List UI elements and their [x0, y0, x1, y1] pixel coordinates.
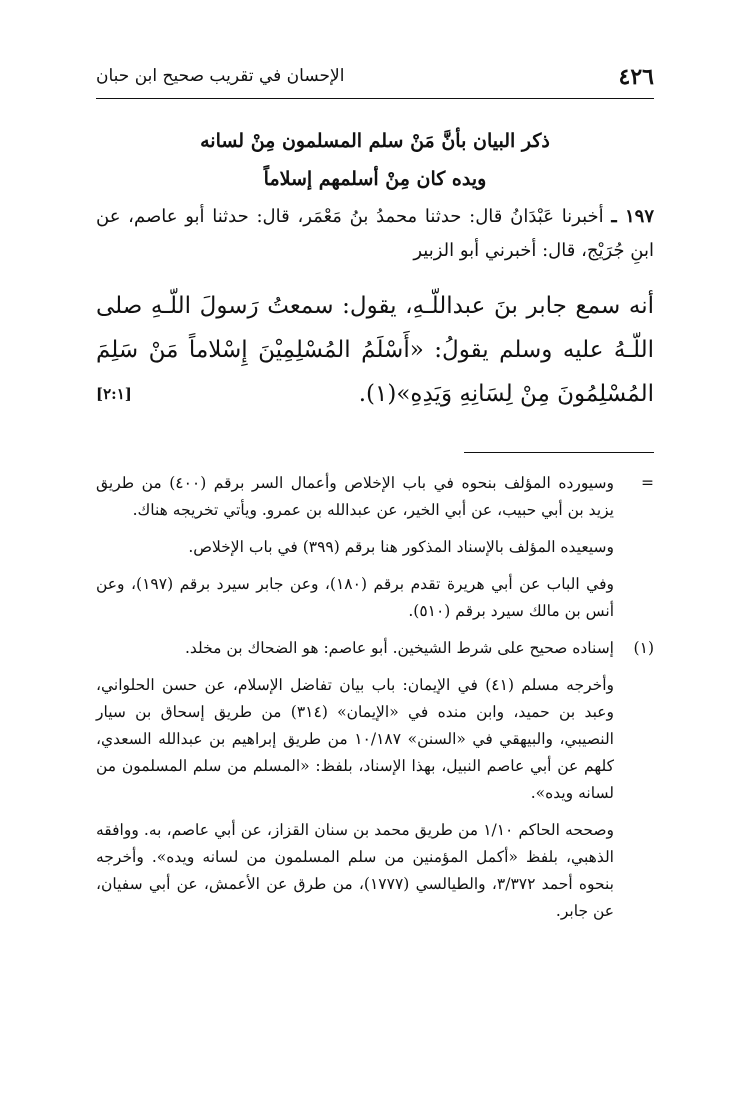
continuation-mark: =: [641, 474, 654, 492]
footnote-number: (١): [633, 639, 654, 657]
footnote-rule: [464, 452, 654, 453]
hadith-isnad: [96, 200, 654, 268]
footnote-paragraph: وصححه الحاكم ١/١٠ من طريق محمد بن سنان القزاز، عن أبي عاصم، به. ووافقه الذهبي، بلفظ «أكمل المؤمنين من سلم المسلمون من لسانه ويده». وأخرجه بنحوه أحمد ٣/٣٧٢، والطيالسي (١٧٧٧)، من طرق عن الأعمش، عن أبي سفيان، عن جابر.: [96, 821, 614, 920]
matn-text: أنه سمع جابر بنَ عبداللّـهِ، يقول: سمعتُ رَسولَ اللّـهِ صلى اللّـهُ عليه وسلم يقولُ: «أَسْلَمُ المُسْلِمِيْنَ إِسْلاماً مَنْ سَلِمَ المُسْلِمُونَ مِنْ لِسَانِهِ وَيَدِهِ»(١).: [96, 293, 654, 407]
footnote-paragraph: وأخرجه مسلم (٤١) في الإيمان: باب بيان تفاضل الإسلام، عن حسن الحلواني، وعبد بن حميد، وابن منده في «الإيمان» (٣١٤) من طريق إسحاق بن سيار النصيبي، والبيهقي في «السنن» ١٠/١٨٧ من طريق إبراهيم بن عبدالله السعدي، كلهم عن أبي عاصم النبيل، بهذا الإسناد، بلفظ: «المسلم من سلم المسلمون من لسانه ويده».: [96, 676, 614, 802]
footnotes: [96, 470, 654, 935]
footnote-paragraph: وسيعيده المؤلف بالإسناد المذكور هنا برقم (٣٩٩) في باب الإخلاص.: [188, 538, 614, 556]
chapter-heading-line2: ويده كان مِنْ أسلمهم إسلاماً: [263, 168, 487, 190]
chapter-heading-line1: ذكر البيان بأنَّ مَنْ سلم المسلمون مِنْ لسانه: [200, 130, 550, 152]
header-rule: [96, 98, 654, 99]
footnote-1-text: إسناده صحيح على شرط الشيخين. أبو عاصم: هو الضحاك بن مخلد.: [184, 639, 614, 657]
chapter-heading: [96, 122, 654, 198]
page-number: ٤٢٦: [618, 64, 654, 90]
hadith-number: ١٩٧ ـ: [611, 206, 654, 227]
hadith-matn: [96, 284, 654, 416]
hadith-reference: [٢:١]: [96, 385, 132, 403]
footnote-paragraph: وفي الباب عن أبي هريرة تقدم برقم (١٨٠)، وعن جابر سيرد برقم (١٩٧)، وعن أنس بن مالك سيرد برقم (٥١٠).: [96, 575, 614, 620]
footnote-continuation-text: وسيورده المؤلف بنحوه في باب الإخلاص وأعمال السر برقم (٤٠٠) من طريق يزيد بن أبي حبيب، عن أبي الخير، عن عبدالله بن عمرو. ويأتي تخريجه هناك.: [96, 474, 614, 519]
isnad-text: أخبرنا عَبْدَانُ قال: حدثنا محمدُ بنُ مَعْمَر، قال: حدثنا أبو عاصم، عن ابنِ جُرَيْج، قال: أخبرني أبو الزبير: [96, 206, 654, 261]
footnote-continuation: [96, 470, 654, 524]
page-header: [96, 64, 654, 94]
running-title: الإحسان في تقريب صحيح ابن حبان: [96, 66, 345, 86]
footnote-1: [96, 635, 654, 662]
